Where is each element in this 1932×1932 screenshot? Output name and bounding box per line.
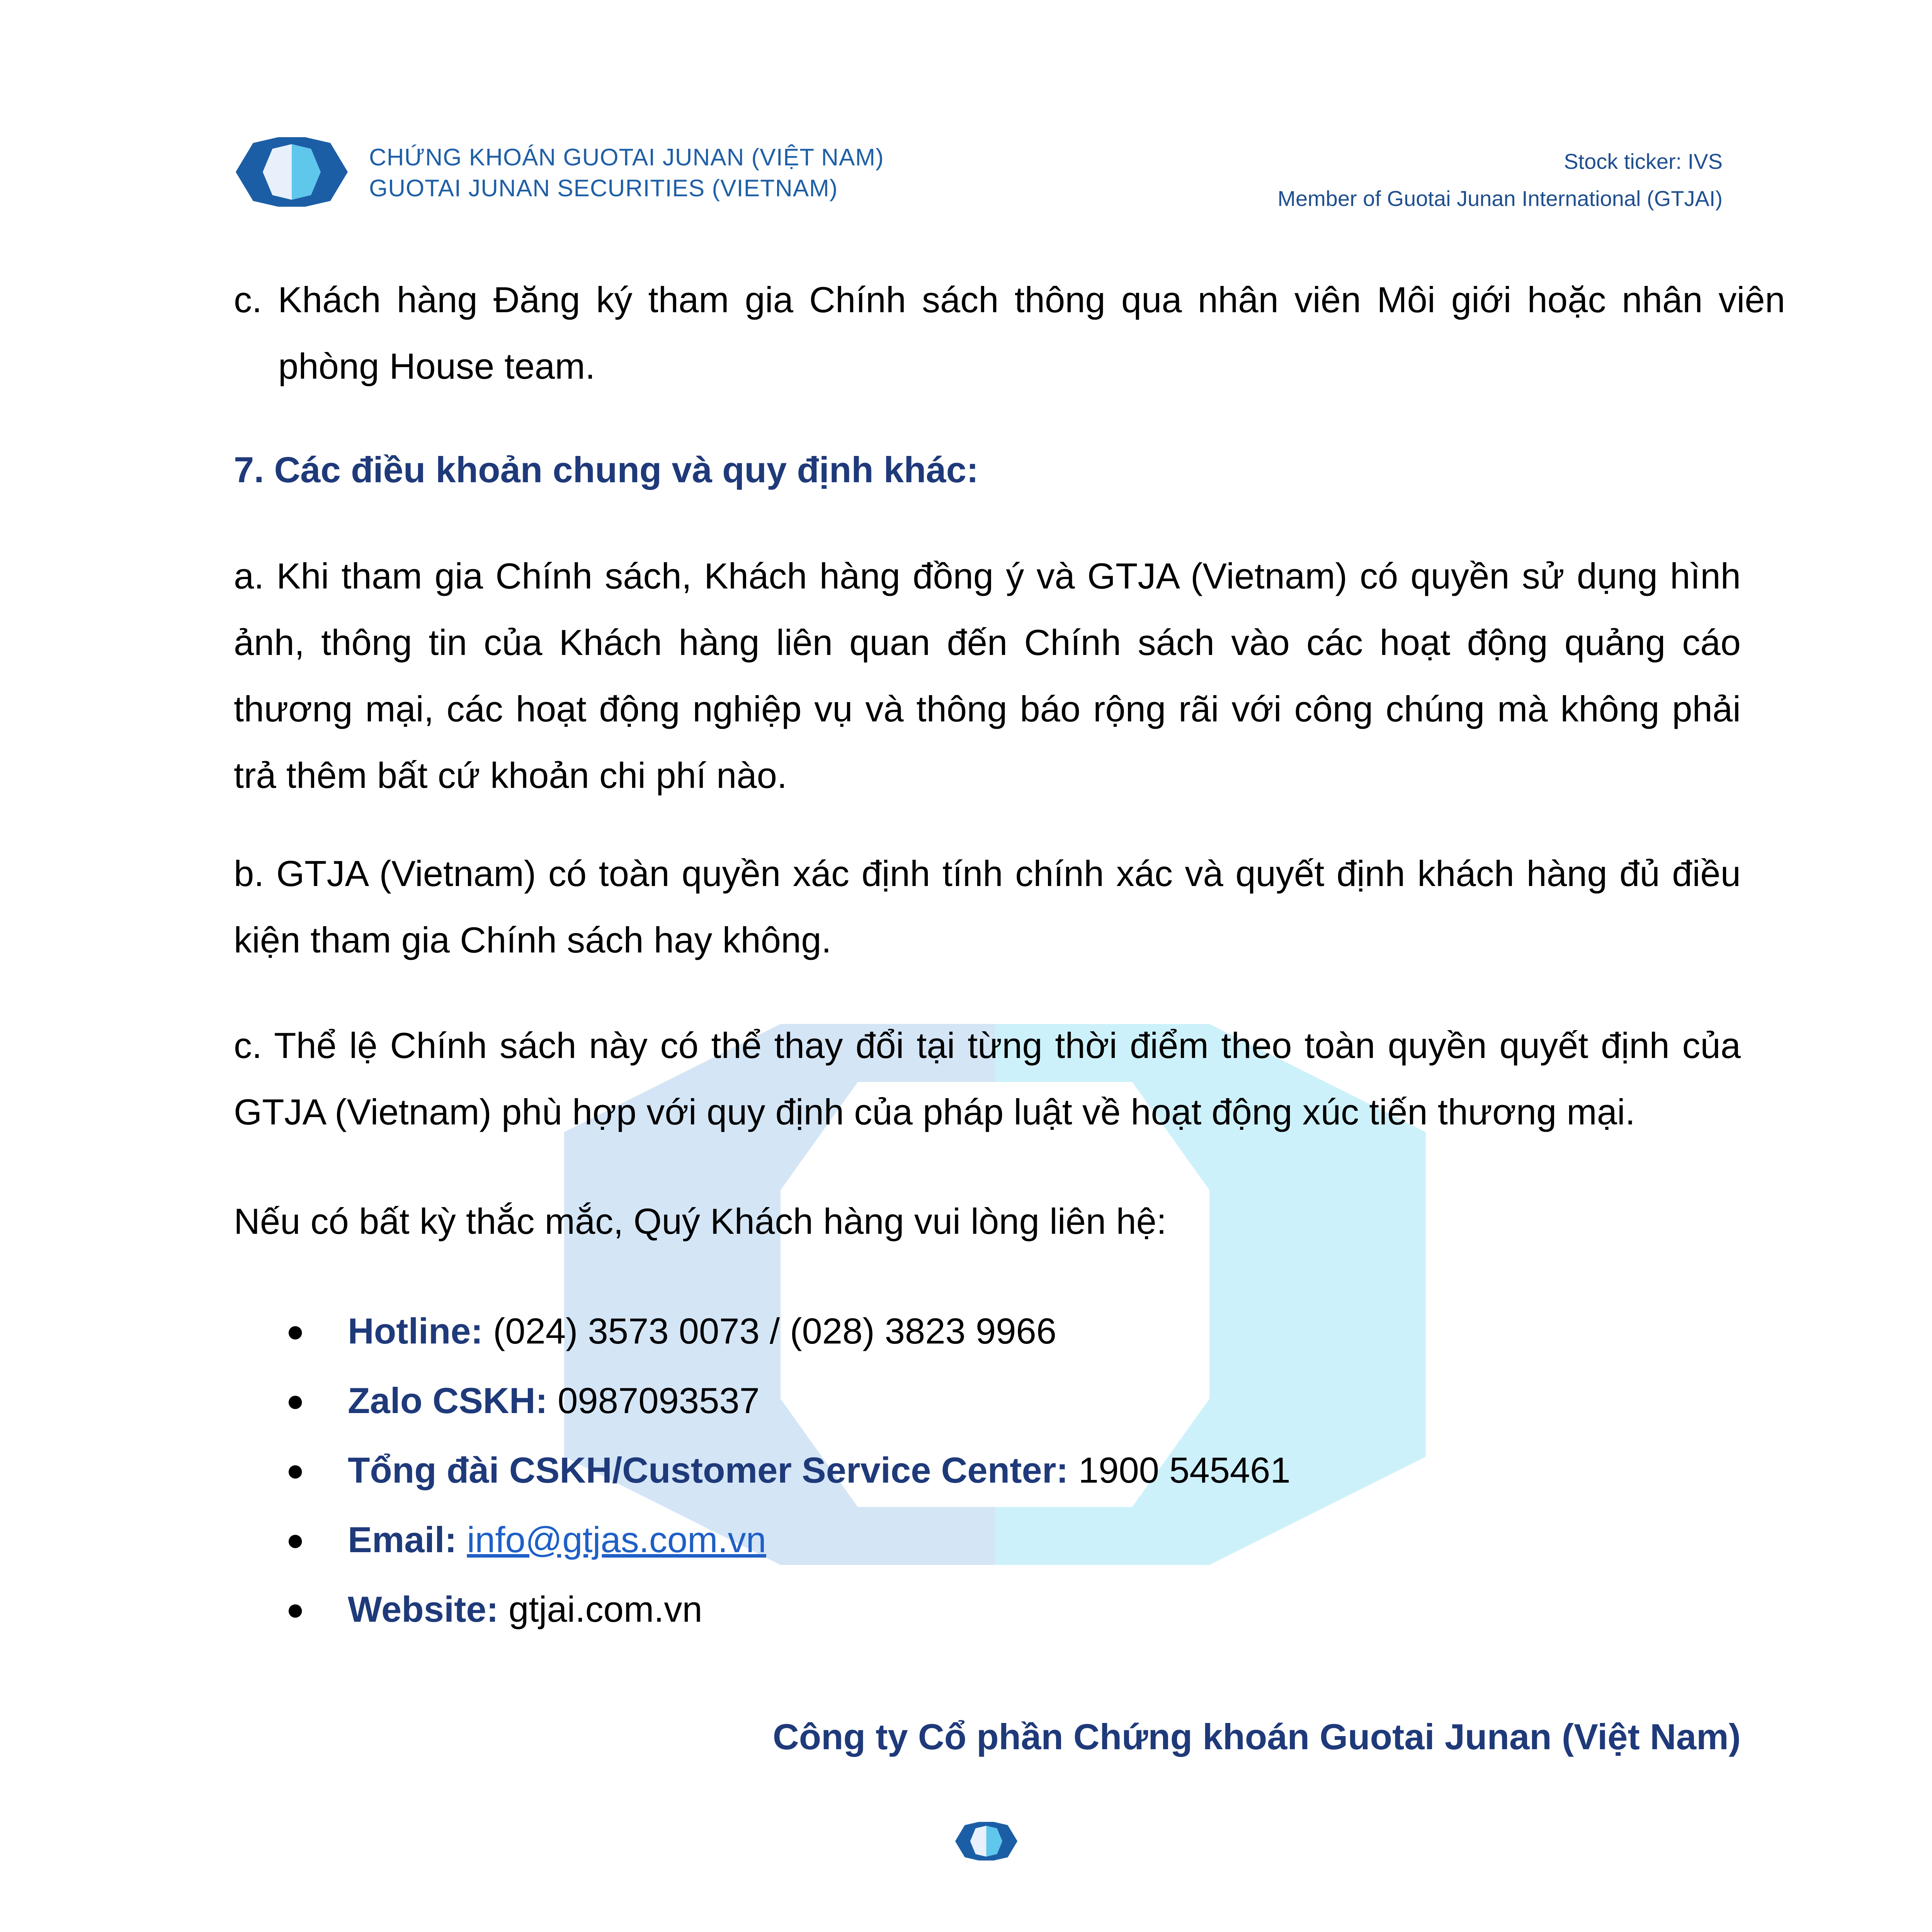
contact-service-center bbox=[286, 1435, 1291, 1505]
contact-website bbox=[286, 1575, 1291, 1644]
brand-name bbox=[369, 142, 884, 204]
company-signature: Công ty Cổ phần Chứng khoán Guotai Junan (Việt Nam) bbox=[772, 1716, 1741, 1757]
contact-label: Zalo CSKH: bbox=[348, 1380, 548, 1421]
contact-email bbox=[286, 1505, 1291, 1575]
paragraph-b: b. GTJA (Vietnam) có toàn quyền xác định tính chính xác và quyết định khách hàng đủ điều kiện tham gia Chính sách hay không. bbox=[234, 853, 1741, 960]
contact-label: Tổng đài CSKH/Customer Service Center: bbox=[348, 1450, 1068, 1490]
contact-zalo bbox=[286, 1366, 1291, 1435]
bullet-icon: ● bbox=[286, 1383, 305, 1418]
paragraph-registration: c. Khách hàng Đăng ký tham gia Chính sách thông qua nhân viên Môi giới hoặc nhân viên phòng House team. bbox=[234, 279, 1785, 386]
paragraph-a: a. Khi tham gia Chính sách, Khách hàng đồng ý và GTJA (Vietnam) có quyền sử dụng hình ảnh, thông tin của Khách hàng liên quan đến Chính sách vào các hoạt động quảng cáo thương mại, các hoạt động nghiệp vụ và thông báo rộng rãi với công chúng mà không phải trả thêm bất cứ khoản chi phí nào. bbox=[234, 556, 1741, 796]
contact-intro: Nếu có bất kỳ thắc mắc, Quý Khách hàng vui lòng liên hệ: bbox=[234, 1201, 1167, 1242]
contact-list bbox=[286, 1296, 1291, 1644]
gtja-logo-icon bbox=[954, 1822, 1018, 1861]
contact-label: Email: bbox=[348, 1519, 457, 1560]
brand-name-vietnamese: CHỨNG KHOÁN GUOTAI JUNAN (VIỆT NAM) bbox=[369, 144, 884, 171]
email-link[interactable]: info@gtjas.com.vn bbox=[467, 1519, 766, 1560]
member-of: Member of Guotai Junan International (GTJAI) bbox=[1277, 186, 1723, 211]
bullet-icon: ● bbox=[286, 1453, 305, 1487]
contact-label: Hotline: bbox=[348, 1311, 483, 1351]
stock-ticker: Stock ticker: IVS bbox=[1564, 149, 1723, 173]
gtja-logo-icon bbox=[236, 137, 348, 207]
paragraph-c: c. Thể lệ Chính sách này có thể thay đổi tại từng thời điểm theo toàn quyền quyết định của GTJA (Vietnam) phù hợp với quy định của pháp luật về hoạt động xúc tiến thương mại. bbox=[234, 1025, 1741, 1132]
contact-value: gtjai.com.vn bbox=[498, 1589, 702, 1629]
bullet-icon: ● bbox=[286, 1592, 305, 1626]
header-info bbox=[1277, 143, 1723, 217]
brand-name-english: GUOTAI JUNAN SECURITIES (VIETNAM) bbox=[369, 175, 838, 202]
contact-label: Website: bbox=[348, 1589, 498, 1629]
section-heading: 7. Các điều khoản chung và quy định khác: bbox=[234, 449, 979, 490]
contact-value: 0987093537 bbox=[548, 1380, 760, 1421]
contact-hotline bbox=[286, 1296, 1291, 1366]
bullet-icon: ● bbox=[286, 1314, 305, 1348]
bullet-icon: ● bbox=[286, 1522, 305, 1557]
contact-value: (024) 3573 0073 / (028) 3823 9966 bbox=[483, 1311, 1057, 1351]
contact-value: 1900 545461 bbox=[1068, 1450, 1291, 1490]
